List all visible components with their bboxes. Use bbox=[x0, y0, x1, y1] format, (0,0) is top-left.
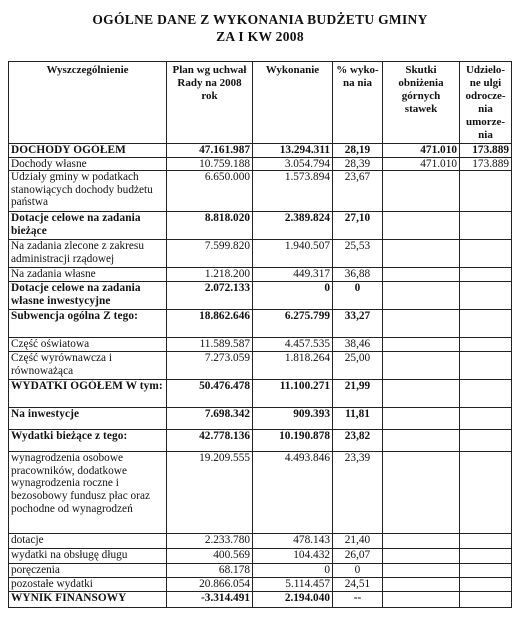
table-row bbox=[9, 310, 512, 338]
row-execution: 0 bbox=[253, 564, 333, 578]
row-percent: 33,27 bbox=[333, 310, 383, 338]
row-ulgi bbox=[460, 352, 512, 380]
row-execution: 1.940.507 bbox=[253, 240, 333, 268]
row-skutki: 471.010 bbox=[383, 144, 460, 158]
row-percent: 21,99 bbox=[333, 380, 383, 408]
row-plan: 47.161.987 bbox=[167, 144, 253, 158]
row-percent: 0 bbox=[333, 564, 383, 578]
row-skutki bbox=[383, 212, 460, 240]
row-percent: 21,40 bbox=[333, 534, 383, 549]
row-execution: 6.275.799 bbox=[253, 310, 333, 338]
row-label: Dochody własne bbox=[9, 157, 167, 171]
table-row bbox=[9, 212, 512, 240]
row-execution: 104.432 bbox=[253, 549, 333, 564]
row-execution: 2.389.824 bbox=[253, 212, 333, 240]
row-ulgi: 173.889 bbox=[460, 157, 512, 171]
row-skutki bbox=[383, 171, 460, 212]
row-plan: 7.599.820 bbox=[167, 240, 253, 268]
row-percent: 23,67 bbox=[333, 171, 383, 212]
row-ulgi bbox=[460, 578, 512, 592]
document-subtitle: ZA I KW 2008 bbox=[216, 29, 304, 44]
row-skutki bbox=[383, 430, 460, 452]
row-ulgi bbox=[460, 171, 512, 212]
row-plan: 68.178 bbox=[167, 564, 253, 578]
row-percent: 11,81 bbox=[333, 408, 383, 430]
table-row bbox=[9, 534, 512, 549]
row-label: DOCHODY OGÓŁEM bbox=[9, 144, 167, 158]
header-plan: Plan wg uchwał Rady na 2008 rok bbox=[167, 62, 253, 144]
row-percent: 38,46 bbox=[333, 338, 383, 352]
table-row bbox=[9, 452, 512, 534]
row-execution: 13.294.311 bbox=[253, 144, 333, 158]
row-percent: 23,39 bbox=[333, 452, 383, 534]
row-execution: 2.194.040 bbox=[253, 592, 333, 608]
row-percent: 28,19 bbox=[333, 144, 383, 158]
row-ulgi bbox=[460, 310, 512, 338]
row-skutki bbox=[383, 310, 460, 338]
row-skutki bbox=[383, 282, 460, 310]
row-percent: 0 bbox=[333, 282, 383, 310]
row-label: wydatki na obsługę długu bbox=[9, 549, 167, 564]
row-percent: -- bbox=[333, 592, 383, 608]
table-row bbox=[9, 380, 512, 408]
row-execution: 478.143 bbox=[253, 534, 333, 549]
row-execution: 11.100.271 bbox=[253, 380, 333, 408]
row-skutki bbox=[383, 408, 460, 430]
row-skutki bbox=[383, 338, 460, 352]
table-row bbox=[9, 430, 512, 452]
row-plan: 42.778.136 bbox=[167, 430, 253, 452]
row-ulgi bbox=[460, 408, 512, 430]
row-execution: 1.573.894 bbox=[253, 171, 333, 212]
table-row bbox=[9, 549, 512, 564]
table-row bbox=[9, 408, 512, 430]
row-skutki bbox=[383, 549, 460, 564]
row-ulgi bbox=[460, 380, 512, 408]
row-plan: -3.314.491 bbox=[167, 592, 253, 608]
row-plan: 19.209.555 bbox=[167, 452, 253, 534]
header-percent: % wyko-na nia bbox=[333, 62, 383, 144]
row-plan: 50.476.478 bbox=[167, 380, 253, 408]
row-skutki bbox=[383, 534, 460, 549]
row-execution: 5.114.457 bbox=[253, 578, 333, 592]
row-ulgi bbox=[460, 592, 512, 608]
budget-table bbox=[8, 61, 512, 608]
row-skutki: 471.010 bbox=[383, 157, 460, 171]
row-ulgi bbox=[460, 430, 512, 452]
row-ulgi bbox=[460, 338, 512, 352]
row-skutki bbox=[383, 240, 460, 268]
row-ulgi bbox=[460, 549, 512, 564]
table-row bbox=[9, 268, 512, 282]
row-plan: 10.759.188 bbox=[167, 157, 253, 171]
row-plan: 400.569 bbox=[167, 549, 253, 564]
row-label: Na zadania zlecone z zakresu administracji rządowej bbox=[9, 240, 167, 268]
row-execution: 909.393 bbox=[253, 408, 333, 430]
row-execution: 1.818.264 bbox=[253, 352, 333, 380]
row-percent: 36,88 bbox=[333, 268, 383, 282]
row-label: Część wyrównawcza i równoważąca bbox=[9, 352, 167, 380]
row-percent: 28,39 bbox=[333, 157, 383, 171]
row-skutki bbox=[383, 578, 460, 592]
row-percent: 25,00 bbox=[333, 352, 383, 380]
table-row bbox=[9, 282, 512, 310]
row-label: pozostałe wydatki bbox=[9, 578, 167, 592]
header-item: Wyszczególnienie bbox=[9, 62, 167, 144]
row-plan: 2.233.780 bbox=[167, 534, 253, 549]
row-plan: 7.273.059 bbox=[167, 352, 253, 380]
row-plan: 6.650.000 bbox=[167, 171, 253, 212]
table-row bbox=[9, 157, 512, 171]
row-plan: 11.589.587 bbox=[167, 338, 253, 352]
row-ulgi bbox=[460, 212, 512, 240]
row-execution: 0 bbox=[253, 282, 333, 310]
row-label: Na zadania własne bbox=[9, 268, 167, 282]
row-ulgi bbox=[460, 534, 512, 549]
row-label: Udziały gminy w podatkach stanowiących dochody budżetu państwa bbox=[9, 171, 167, 212]
row-ulgi: 173.889 bbox=[460, 144, 512, 158]
row-plan: 1.218.200 bbox=[167, 268, 253, 282]
table-row bbox=[9, 592, 512, 608]
row-plan: 18.862.646 bbox=[167, 310, 253, 338]
row-label: Wydatki bieżące z tego: bbox=[9, 430, 167, 452]
row-ulgi bbox=[460, 240, 512, 268]
row-percent: 23,82 bbox=[333, 430, 383, 452]
row-label: Część oświatowa bbox=[9, 338, 167, 352]
table-header-row bbox=[9, 62, 512, 144]
row-execution: 3.054.794 bbox=[253, 157, 333, 171]
row-skutki bbox=[383, 380, 460, 408]
row-skutki bbox=[383, 352, 460, 380]
row-label: poręczenia bbox=[9, 564, 167, 578]
row-ulgi bbox=[460, 452, 512, 534]
row-execution: 449.317 bbox=[253, 268, 333, 282]
row-percent: 26,07 bbox=[333, 549, 383, 564]
row-label: Dotacje celowe na zadania własne inwestycyjne bbox=[9, 282, 167, 310]
row-skutki bbox=[383, 268, 460, 282]
row-plan: 8.818.020 bbox=[167, 212, 253, 240]
header-skutki: Skutki obniżenia górnych stawek bbox=[383, 62, 460, 144]
header-execution: Wykonanie bbox=[253, 62, 333, 144]
row-label: wynagrodzenia osobowe pracowników, dodatkowe wynagrodzenia roczne i bezosobowy fundusz płac oraz pochodne od wynagrodzeń bbox=[9, 452, 167, 534]
row-percent: 24,51 bbox=[333, 578, 383, 592]
row-ulgi bbox=[460, 282, 512, 310]
row-execution: 10.190.878 bbox=[253, 430, 333, 452]
row-skutki bbox=[383, 564, 460, 578]
row-label: Subwencja ogólna Z tego: bbox=[9, 310, 167, 338]
row-label: WYDATKI OGÓŁEM W tym: bbox=[9, 380, 167, 408]
document-title: OGÓLNE DANE Z WYKONANIA BUDŻETU GMINY bbox=[92, 12, 428, 27]
row-skutki bbox=[383, 592, 460, 608]
row-plan: 20.866.054 bbox=[167, 578, 253, 592]
table-row bbox=[9, 338, 512, 352]
row-label: WYNIK FINANSOWY bbox=[9, 592, 167, 608]
row-label: Dotacje celowe na zadania bieżące bbox=[9, 212, 167, 240]
row-execution: 4.457.535 bbox=[253, 338, 333, 352]
table-row bbox=[9, 578, 512, 592]
table-row bbox=[9, 144, 512, 158]
row-ulgi bbox=[460, 268, 512, 282]
table-row bbox=[9, 564, 512, 578]
row-execution: 4.493.846 bbox=[253, 452, 333, 534]
header-ulgi: Udzielo-ne ulgi odrocze-nia umorze-nia bbox=[460, 62, 512, 144]
row-plan: 2.072.133 bbox=[167, 282, 253, 310]
row-skutki bbox=[383, 452, 460, 534]
table-row bbox=[9, 171, 512, 212]
row-label: dotacje bbox=[9, 534, 167, 549]
row-plan: 7.698.342 bbox=[167, 408, 253, 430]
row-percent: 27,10 bbox=[333, 212, 383, 240]
row-label: Na inwestycje bbox=[9, 408, 167, 430]
row-percent: 25,53 bbox=[333, 240, 383, 268]
table-row bbox=[9, 240, 512, 268]
row-ulgi bbox=[460, 564, 512, 578]
table-row bbox=[9, 352, 512, 380]
